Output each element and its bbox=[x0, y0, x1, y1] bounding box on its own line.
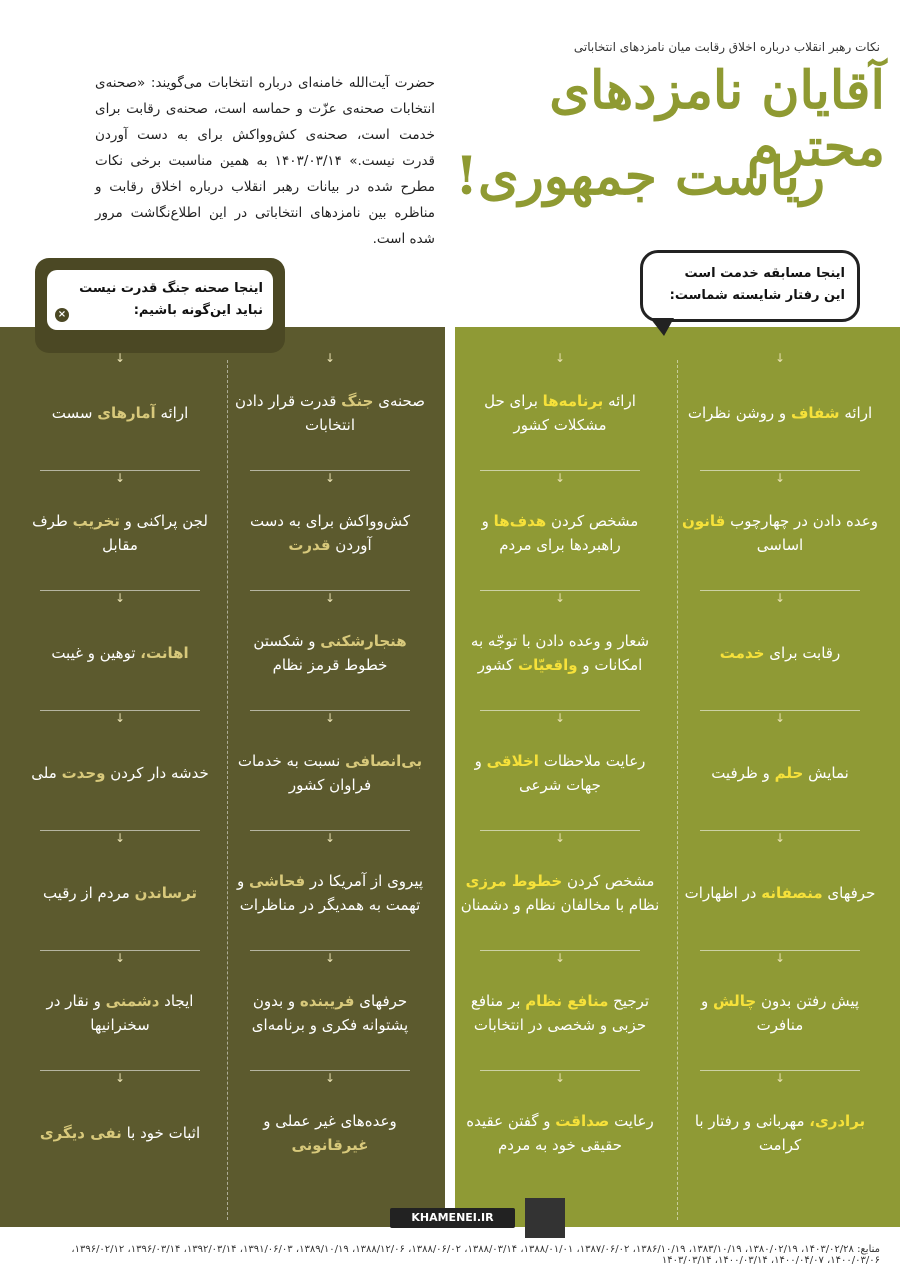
item-plain: شعار و وعده دادن با توجّه به امکانات و bbox=[470, 632, 650, 674]
arrow-down-icon: ↓ bbox=[114, 1071, 126, 1085]
item-plain: ارائه bbox=[839, 404, 873, 422]
item-highlight: قانون bbox=[682, 512, 726, 530]
arrow-down-icon: ↓ bbox=[554, 1071, 566, 1085]
do-item-a bbox=[680, 968, 880, 1058]
dont-item-b bbox=[20, 848, 220, 938]
item-text bbox=[43, 881, 197, 905]
item-plain: پیش رفتن بدون bbox=[756, 992, 860, 1010]
dont-bubble-line1: اینجا صحنه جنگ قدرت نیست bbox=[79, 281, 263, 296]
arrow-down-icon: ↓ bbox=[324, 591, 336, 605]
item-text bbox=[230, 389, 430, 437]
do-column-divider bbox=[677, 360, 678, 1220]
item-plain: و راهبردها برای مردم bbox=[481, 512, 621, 554]
arrow-down-icon: ↓ bbox=[774, 831, 786, 845]
arrow-down-icon: ↓ bbox=[774, 1071, 786, 1085]
item-plain: لجن پراکنی و bbox=[119, 512, 208, 530]
item-highlight: دشمنی bbox=[105, 992, 160, 1010]
arrow-down-icon: ↓ bbox=[554, 471, 566, 485]
item-highlight: صداقت bbox=[555, 1112, 610, 1130]
item-highlight: بی‌انصافی bbox=[345, 752, 423, 770]
item-plain: صحنه‌ی bbox=[373, 392, 425, 410]
item-plain: ترجیح bbox=[608, 992, 650, 1010]
dont-item-b bbox=[20, 1088, 220, 1178]
arrow-down-icon: ↓ bbox=[774, 351, 786, 365]
item-plain: نسبت به خدمات فراوان کشور bbox=[237, 752, 372, 794]
item-plain: بر منافع حزبی و شخصی در انتخابات bbox=[470, 992, 647, 1034]
item-plain: پیروی از آمریکا در bbox=[305, 872, 424, 890]
do-item-b bbox=[460, 848, 660, 938]
do-item-a bbox=[680, 1088, 880, 1178]
do-item-b bbox=[460, 608, 660, 698]
item-plain: کشور bbox=[477, 656, 518, 674]
dont-column-divider bbox=[227, 360, 228, 1220]
item-plain: و نقار در سخنرانیها bbox=[46, 992, 150, 1034]
do-bubble-line1: اینجا مسابقه خدمت است bbox=[684, 266, 845, 281]
item-plain: برای حل مشکلات کشور bbox=[484, 392, 607, 434]
item-plain: رقابت برای bbox=[764, 644, 841, 662]
khamenei-logo: KHAMENEI.IR bbox=[390, 1208, 515, 1228]
dont-bubble-line2: نباید این‌گونه باشیم: bbox=[133, 303, 263, 318]
arrow-down-icon: ↓ bbox=[114, 711, 126, 725]
arrow-down-icon: ↓ bbox=[774, 711, 786, 725]
item-highlight: هنجارشکنی bbox=[320, 632, 407, 650]
speech-bubble-tail-icon bbox=[650, 318, 674, 336]
do-item-a bbox=[680, 368, 880, 458]
item-plain: در اظهارات bbox=[684, 884, 762, 902]
item-highlight: خطوط مرزی bbox=[465, 872, 563, 890]
item-highlight: منافع نظام bbox=[525, 992, 609, 1010]
dont-item-b bbox=[20, 728, 220, 818]
item-highlight: آمارهای bbox=[97, 404, 156, 422]
item-plain: حرفهای bbox=[822, 884, 876, 902]
item-highlight: برادری، bbox=[809, 1112, 866, 1130]
item-text bbox=[680, 989, 880, 1037]
dont-dialog-content bbox=[47, 270, 273, 330]
item-plain: و روشن نظرات bbox=[687, 404, 791, 422]
dont-dialog-box bbox=[35, 258, 285, 353]
item-highlight: قدرت bbox=[288, 536, 331, 554]
item-plain: و منافرت bbox=[700, 992, 804, 1034]
item-plain: وعده دادن در چهارچوب bbox=[725, 512, 878, 530]
item-highlight: خدمت bbox=[719, 644, 765, 662]
item-plain: مردم از رقیب bbox=[42, 884, 135, 902]
item-text bbox=[460, 749, 660, 797]
arrow-down-icon: ↓ bbox=[324, 351, 336, 365]
arrow-down-icon: ↓ bbox=[554, 351, 566, 365]
dont-item-a bbox=[230, 968, 430, 1058]
item-highlight: جنگ bbox=[341, 392, 374, 410]
item-plain: ملی bbox=[31, 764, 62, 782]
item-plain: و تهمت به همدیگر در مناظرات bbox=[236, 872, 421, 914]
close-icon: × bbox=[55, 308, 69, 322]
item-highlight: شفاف bbox=[790, 404, 840, 422]
dont-item-a bbox=[230, 728, 430, 818]
item-text bbox=[20, 509, 220, 557]
item-text bbox=[685, 881, 876, 905]
item-text bbox=[31, 761, 208, 785]
do-item-b bbox=[460, 968, 660, 1058]
qr-code-icon bbox=[525, 1198, 565, 1238]
item-text bbox=[688, 401, 872, 425]
dont-item-a bbox=[230, 1088, 430, 1178]
item-highlight: حلم bbox=[774, 764, 804, 782]
arrow-down-icon: ↓ bbox=[324, 1071, 336, 1085]
do-item-a bbox=[680, 488, 880, 578]
item-text bbox=[460, 629, 660, 677]
item-text bbox=[40, 1121, 200, 1145]
item-highlight: چالش bbox=[712, 992, 757, 1010]
item-text bbox=[230, 749, 430, 797]
item-plain: و ظرفیت bbox=[711, 764, 775, 782]
item-plain: اساسی bbox=[756, 536, 804, 554]
intro-paragraph: حضرت آیت‌الله خامنه‌ای درباره انتخابات می‌گویند: «صحنه‌ی انتخابات صحنه‌ی عزّت و حماسه است، صحنه‌ی رقابت برای خدمت است، صحنه‌ی کش‌وواکش برای به دست آوردن قدرت نیست.» ۱۴۰۳/۰۳/۱۴ به همین مناسبت برخی نکات مطرح شده در بیانات رهبر انقلاب درباره اخلاق رقابت و مناظره بین نامزدهای انتخاباتی در این اطلاع‌نگاشت مرور شده است. bbox=[95, 75, 435, 247]
item-plain: اثبات خود با bbox=[121, 1124, 201, 1142]
item-plain: مشخص کردن bbox=[562, 872, 655, 890]
arrow-down-icon: ↓ bbox=[114, 831, 126, 845]
item-text bbox=[230, 629, 430, 677]
item-plain: وعده‌های غیر عملی و bbox=[263, 1112, 397, 1130]
item-text bbox=[460, 989, 660, 1037]
item-text bbox=[51, 641, 188, 665]
item-highlight: اهانت، bbox=[140, 644, 189, 662]
supertitle: نکات رهبر انقلاب درباره اخلاق رقابت میان نامزدهای انتخاباتی bbox=[573, 40, 880, 54]
item-plain: رعایت ملاحظات bbox=[538, 752, 646, 770]
arrow-down-icon: ↓ bbox=[554, 711, 566, 725]
page-title-line1: آقایان نامزدهای محترم bbox=[549, 60, 885, 179]
item-highlight: منصفانه bbox=[761, 884, 823, 902]
item-plain: قدرت قرار دادن انتخابات bbox=[235, 392, 355, 434]
do-item-b bbox=[460, 488, 660, 578]
item-highlight: فریبنده bbox=[299, 992, 355, 1010]
item-plain: حرفهای bbox=[354, 992, 408, 1010]
do-speech-bubble bbox=[640, 250, 860, 322]
item-text bbox=[460, 1109, 660, 1157]
item-text bbox=[230, 869, 430, 917]
item-plain: رعایت bbox=[609, 1112, 654, 1130]
item-text bbox=[52, 401, 189, 425]
item-text bbox=[230, 1109, 430, 1157]
item-plain: و جهات شرعی bbox=[474, 752, 601, 794]
item-plain: نظام با مخالفان نظام و دشمنان bbox=[460, 896, 660, 914]
item-plain: نمایش bbox=[803, 764, 849, 782]
do-item-b bbox=[460, 1088, 660, 1178]
item-plain: و بدون پشتوانه فکری و برنامه‌ای bbox=[251, 992, 409, 1034]
arrow-down-icon: ↓ bbox=[774, 591, 786, 605]
arrow-down-icon: ↓ bbox=[114, 951, 126, 965]
item-plain: کش‌وواکش برای به دست آوردن bbox=[249, 512, 411, 554]
arrow-down-icon: ↓ bbox=[114, 591, 126, 605]
item-highlight: نفی دیگری bbox=[39, 1124, 122, 1142]
arrow-down-icon: ↓ bbox=[554, 831, 566, 845]
item-text bbox=[720, 641, 840, 665]
item-text bbox=[711, 761, 849, 785]
item-text bbox=[460, 869, 660, 917]
item-plain: و گفتن عقیده حقیقی خود به مردم bbox=[466, 1112, 622, 1154]
item-highlight: واقعیّات bbox=[518, 656, 578, 674]
item-plain: طرف مقابل bbox=[32, 512, 138, 554]
do-item-b bbox=[460, 368, 660, 458]
dont-item-a bbox=[230, 848, 430, 938]
item-highlight: وحدت bbox=[61, 764, 106, 782]
arrow-down-icon: ↓ bbox=[324, 831, 336, 845]
arrow-down-icon: ↓ bbox=[324, 951, 336, 965]
dont-item-a bbox=[230, 368, 430, 458]
item-text bbox=[460, 509, 660, 557]
do-item-a bbox=[680, 608, 880, 698]
dont-item-b bbox=[20, 608, 220, 698]
arrow-down-icon: ↓ bbox=[774, 951, 786, 965]
item-highlight: برنامه‌ها bbox=[542, 392, 604, 410]
sources-line: منابع: ۱۴۰۳/۰۲/۲۸، ۱۳۸۰/۰۲/۱۹، ۱۳۸۳/۱۰/۱۹، ۱۳۸۶/۱۰/۱۹، ۱۳۸۷/۰۶/۰۲، ۱۳۸۸/۰۱/۰۱، ۱۳۸۸/۰۳/۱۴، ۱۳۸۸/۰۶/۰۲، ۱۳۸۸/۱۲/۰۶، ۱۳۸۹/۱۰/۱۹، ۱۳۹۱/۰۶/۰۳، ۱۳۹۲/۰۳/۱۴، ۱۳۹۶/۰۳/۱۴، ۱۳۹۶/۰۲/۱۲، ۱۴۰۰/۰۳/۰۶، ۱۴۰۰/۰۴/۰۷، ۱۴۰۰/۰۳/۱۴، ۱۴۰۳/۰۳/۱۴ bbox=[71, 1244, 880, 1266]
dont-item-b bbox=[20, 368, 220, 458]
item-text bbox=[680, 509, 880, 557]
do-item-b bbox=[460, 728, 660, 818]
item-highlight: غیرقانونی bbox=[291, 1136, 369, 1154]
item-highlight: فحاشی bbox=[248, 872, 306, 890]
arrow-down-icon: ↓ bbox=[324, 471, 336, 485]
item-text bbox=[20, 989, 220, 1037]
item-plain: مشخص کردن bbox=[546, 512, 639, 530]
item-plain: توهین و غیبت bbox=[51, 644, 141, 662]
dont-item-b bbox=[20, 968, 220, 1058]
arrow-down-icon: ↓ bbox=[774, 471, 786, 485]
item-text bbox=[460, 389, 660, 437]
item-plain: ارائه bbox=[155, 404, 189, 422]
item-plain: و شکستن خطوط قرمز نظام bbox=[253, 632, 388, 674]
item-plain: ایجاد bbox=[159, 992, 194, 1010]
arrow-down-icon: ↓ bbox=[554, 591, 566, 605]
arrow-down-icon: ↓ bbox=[114, 471, 126, 485]
item-highlight: ترساندن bbox=[134, 884, 198, 902]
do-item-a bbox=[680, 848, 880, 938]
item-text bbox=[230, 509, 430, 557]
arrow-down-icon: ↓ bbox=[114, 351, 126, 365]
do-item-a bbox=[680, 728, 880, 818]
item-highlight: تخریب bbox=[72, 512, 120, 530]
item-plain: سست bbox=[51, 404, 98, 422]
item-highlight: هدف‌ها bbox=[493, 512, 547, 530]
do-bubble-line2: این رفتار شایسته شماست: bbox=[669, 288, 845, 303]
item-highlight: اخلاقی bbox=[486, 752, 539, 770]
item-plain: مهربانی و رفتار با کرامت bbox=[694, 1112, 810, 1154]
dont-item-b bbox=[20, 488, 220, 578]
item-plain: خدشه دار کردن bbox=[105, 764, 209, 782]
dont-item-a bbox=[230, 488, 430, 578]
item-text bbox=[230, 989, 430, 1037]
arrow-down-icon: ↓ bbox=[554, 951, 566, 965]
page-title-line2: ریاست جمهوری! bbox=[455, 146, 825, 207]
dont-item-a bbox=[230, 608, 430, 698]
arrow-down-icon: ↓ bbox=[324, 711, 336, 725]
item-plain: ارائه bbox=[603, 392, 636, 410]
item-text bbox=[680, 1109, 880, 1157]
